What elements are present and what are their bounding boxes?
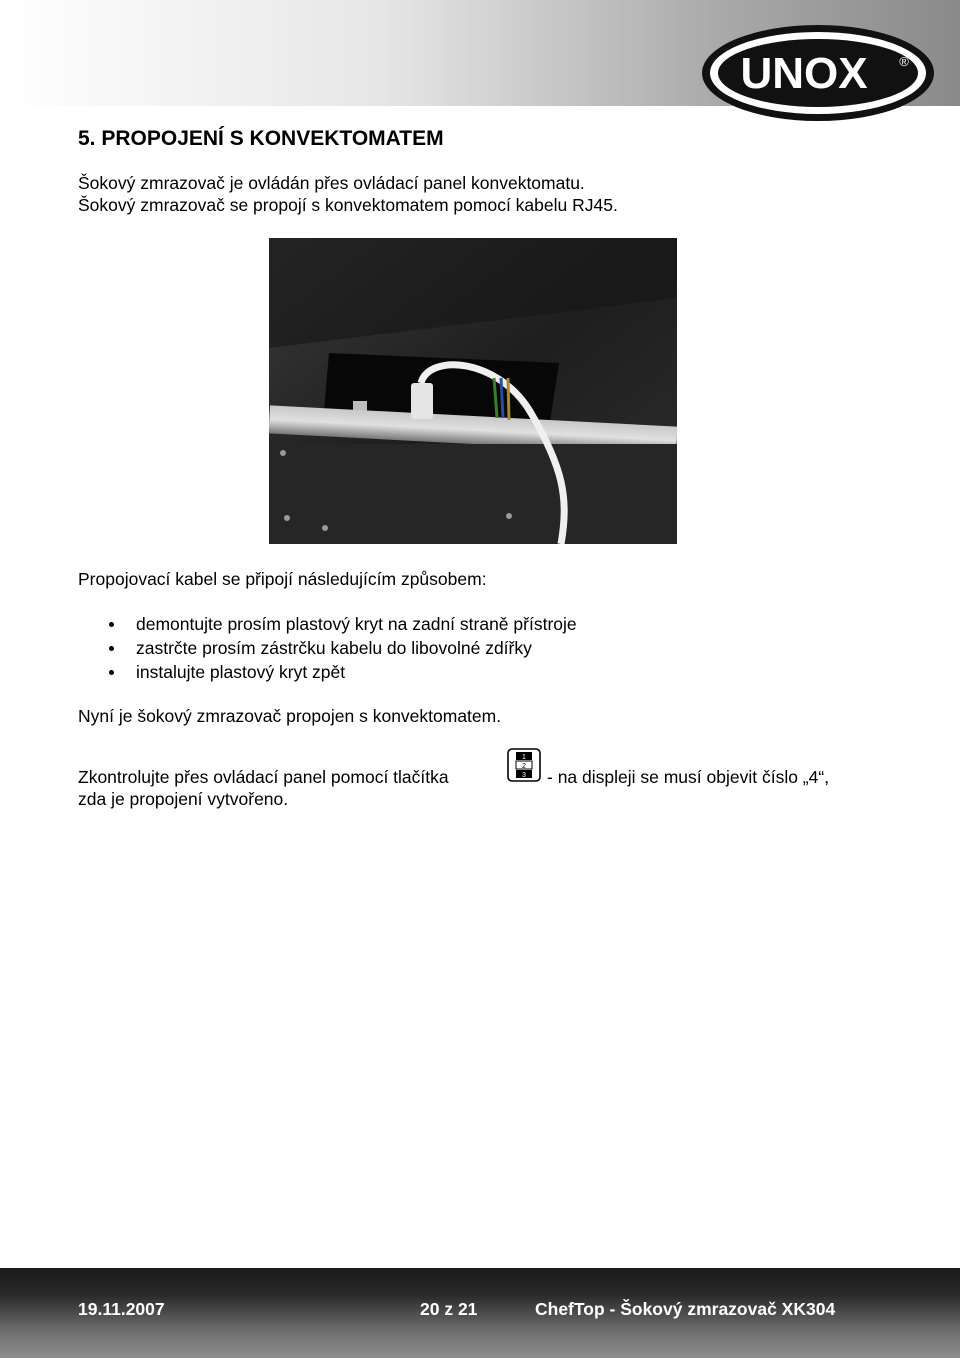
check-text-part-2: - na displeji se musí objevit číslo „4“, — [547, 767, 830, 787]
footer-page-number: 20 z 21 — [420, 1299, 478, 1319]
list-item — [78, 660, 577, 684]
intro-line-1: Šokový zmrazovač je ovládán přes ovládací panel konvektomatu. — [78, 173, 585, 193]
list-item — [78, 636, 577, 660]
bullet-icon — [109, 622, 114, 627]
icon-digit-1: 1 — [522, 754, 526, 761]
steps-list — [78, 612, 577, 684]
check-text-line-2: zda je propojení vytvořeno. — [78, 789, 289, 809]
icon-digit-3: 3 — [522, 772, 526, 779]
bullet-icon — [109, 646, 114, 651]
unox-logo — [700, 22, 940, 124]
step-text: zastrčte prosím zástrčku kabelu do libovolné zdířky — [136, 638, 532, 658]
logo-text: UNOX — [740, 49, 868, 98]
footer-document-title: ChefTop - Šokový zmrazovač XK304 — [535, 1299, 836, 1319]
result-text: Nyní je šokový zmrazovač propojen s konvektomatem. — [78, 706, 502, 726]
section-title: 5. PROPOJENÍ S KONVEKTOMATEM — [78, 127, 444, 150]
step-text: instalujte plastový kryt zpět — [136, 662, 346, 682]
cable-connection-photo — [269, 238, 677, 544]
logo-registered-mark: ® — [899, 54, 909, 69]
icon-digit-2: 2 — [522, 763, 526, 770]
intro-line-2: Šokový zmrazovač se propojí s konvektomatem pomocí kabelu RJ45. — [78, 195, 618, 215]
instructions-lead: Propojovací kabel se připojí následujícím způsobem: — [78, 569, 487, 589]
program-list-icon — [507, 748, 541, 782]
footer-date: 19.11.2007 — [78, 1299, 165, 1319]
step-text: demontujte prosím plastový kryt na zadní straně přístroje — [136, 614, 577, 634]
check-text-part-1: Zkontrolujte přes ovládací panel pomocí tlačítka — [78, 767, 449, 787]
bullet-icon — [109, 670, 114, 675]
list-item — [78, 612, 577, 636]
